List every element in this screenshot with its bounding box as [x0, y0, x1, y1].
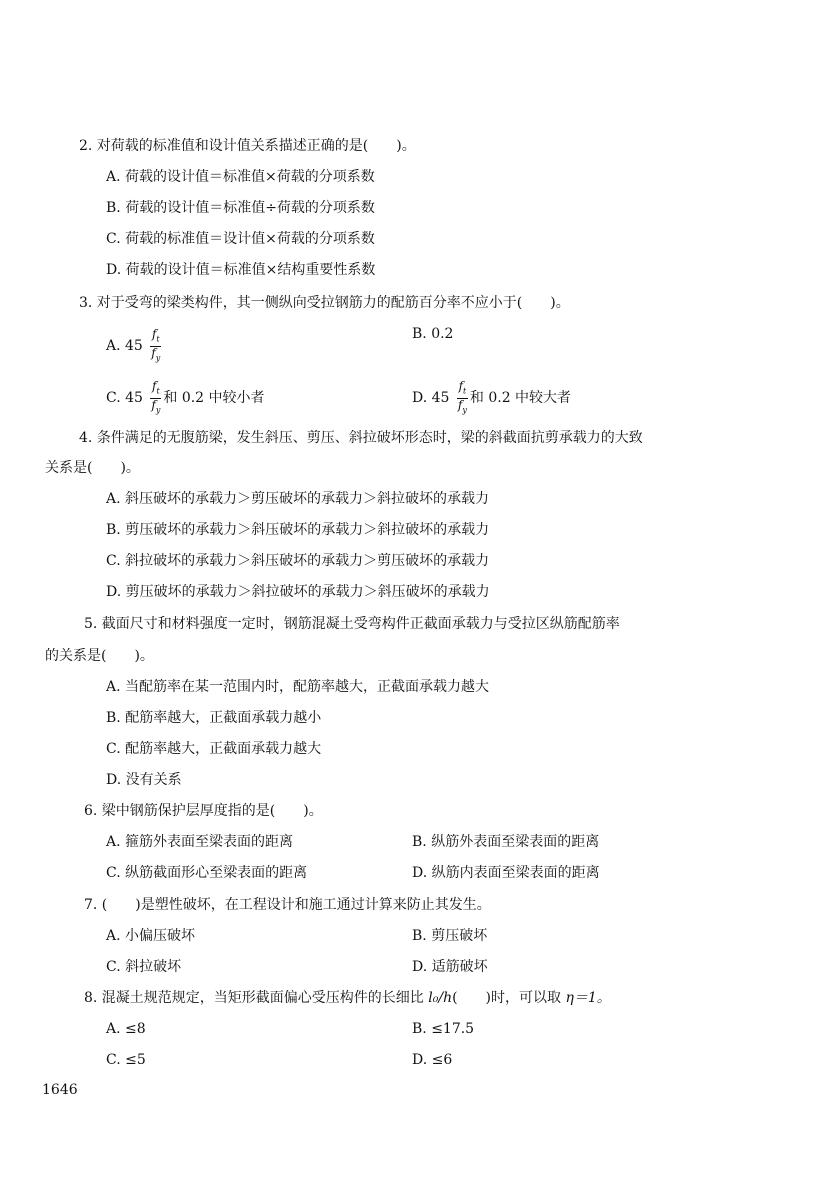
q7-option-a: A. 小偏压破坏	[106, 928, 196, 944]
q7-option-c: C. 斜拉破坏	[106, 959, 182, 975]
ft-over-fy-fraction: $\frac{f_t}{f_y}$	[151, 379, 161, 414]
q2-stem: 2. 对荷载的标准值和设计值关系描述正确的是( )。	[79, 138, 416, 154]
q8-option-c: C. ≤5	[106, 1052, 146, 1068]
q7-stem: 7. ( )是塑性破坏，在工程设计和施工通过计算来防止其发生。	[84, 897, 491, 913]
q5-option-a: A. 当配筋率在某一范围内时，配筋率越大，正截面承载力越大	[106, 679, 490, 695]
q8-option-d: D. ≤6	[412, 1052, 453, 1068]
q6-option-a: A. 箍筋外表面至梁表面的距离	[106, 834, 294, 850]
q4-option-c: C. 斜拉破坏的承载力＞斜压破坏的承载力＞剪压破坏的承载力	[106, 553, 490, 569]
q4-option-a: A. 斜压破坏的承载力＞剪压破坏的承载力＞斜拉破坏的承载力	[106, 491, 490, 507]
q4-option-b: B. 剪压破坏的承载力＞斜压破坏的承载力＞斜拉破坏的承载力	[106, 522, 490, 538]
q3-option-a	[106, 324, 163, 368]
page-number: 1646	[42, 1082, 78, 1098]
q3-stem: 3. 对于受弯的梁类构件，其一侧纵向受拉钢筋力的配筋百分率不应小于( )。	[79, 295, 570, 311]
ft-over-fy-fraction: $\frac{f_t}{f_y}$	[457, 379, 467, 414]
q3-option-a-prefix: A. 45	[106, 338, 143, 354]
q5-option-c: C. 配筋率越大，正截面承载力越大	[106, 741, 322, 757]
q6-option-c: C. 纵筋截面形心至梁表面的距离	[106, 865, 308, 881]
q6-option-d: D. 纵筋内表面至梁表面的距离	[412, 865, 600, 881]
q4-stem-line2: 关系是( )。	[45, 460, 140, 476]
q4-stem-line1: 4. 条件满足的无腹筋梁，发生斜压、剪压、斜拉破坏形态时，梁的斜截面抗剪承载力的大致	[79, 430, 643, 446]
q8-option-b: B. ≤17.5	[412, 1021, 475, 1037]
q6-option-b: B. 纵筋外表面至梁表面的距离	[412, 834, 600, 850]
slenderness-ratio: l₀/h	[428, 990, 453, 1006]
q5-option-d: D. 没有关系	[106, 772, 182, 788]
q6-stem: 6. 梁中钢筋保护层厚度指的是( )。	[84, 803, 323, 819]
q7-option-d: D. 适筋破坏	[412, 959, 488, 975]
eta-equals-one: η＝1。	[565, 990, 611, 1006]
q2-option-d: D. 荷载的设计值＝标准值×结构重要性系数	[106, 262, 376, 278]
q8-stem: 8. 混凝土规范规定，当矩形截面偏心受压构件的长细比 l₀/h( )时，可以取 η＝1。	[84, 990, 611, 1006]
q4-option-d: D. 剪压破坏的承载力＞斜拉破坏的承载力＞斜压破坏的承载力	[106, 584, 490, 600]
q3-option-b: B. 0.2	[412, 326, 454, 342]
q3-option-d: D. 45 $\frac{f_t}{f_y}$ 和 0.2 中较大者	[412, 379, 572, 414]
q5-option-b: B. 配筋率越大，正截面承载力越小	[106, 710, 322, 726]
q7-option-b: B. 剪压破坏	[412, 928, 488, 944]
q2-option-b: B. 荷载的设计值＝标准值÷荷载的分项系数	[106, 200, 375, 216]
q3-option-c: C. 45 $\frac{f_t}{f_y}$ 和 0.2 中较小者	[106, 379, 265, 414]
q5-stem-line1: 5. 截面尺寸和材料强度一定时，钢筋混凝土受弯构件正截面承载力与受拉区纵筋配筋率	[84, 616, 620, 632]
q5-stem-line2: 的关系是( )。	[45, 648, 154, 664]
ft-over-fy-fraction: $\frac{f_t}{f_y}$	[151, 327, 161, 362]
q2-option-c: C. 荷载的标准值＝设计值×荷载的分项系数	[106, 231, 375, 247]
q8-option-a: A. ≤8	[106, 1021, 146, 1037]
q2-option-a: A. 荷载的设计值＝标准值×荷载的分项系数	[106, 169, 375, 185]
